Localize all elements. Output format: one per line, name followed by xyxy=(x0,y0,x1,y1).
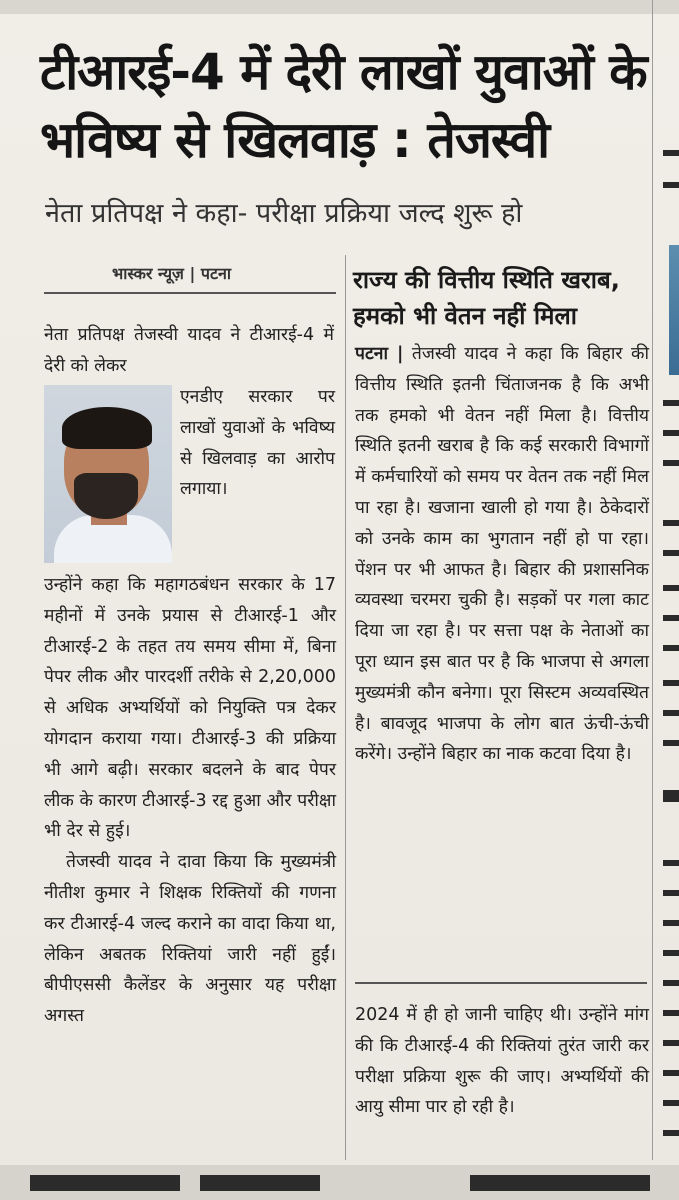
cropped-next-article xyxy=(0,1165,679,1200)
text-fragment xyxy=(663,1100,679,1106)
text-fragment xyxy=(663,400,679,406)
text-fragment xyxy=(663,1010,679,1016)
column-divider xyxy=(345,255,346,1160)
page-edge-divider xyxy=(652,0,653,1160)
text-fragment xyxy=(663,740,679,746)
text-fragment xyxy=(663,920,679,926)
text-fragment xyxy=(663,680,679,686)
text-fragment xyxy=(663,710,679,716)
text-fragment xyxy=(663,585,679,591)
sidebar-dateline: पटना | xyxy=(355,344,404,364)
text-fragment xyxy=(663,460,679,466)
text-fragment xyxy=(663,950,679,956)
text-fragment xyxy=(663,790,679,802)
text-fragment xyxy=(663,645,679,651)
subheadline: नेता प्रतिपक्ष ने कहा- परीक्षा प्रक्रिया जल्द शुरू हो xyxy=(45,198,523,229)
intro-text-a: नेता प्रतिपक्ष तेजस्वी यादव ने टीआरई-4 में देरी को लेकर xyxy=(44,325,334,376)
headline: टीआरई-4 में देरी लाखों युवाओं के भविष्य से खिलवाड़ : तेजस्वी xyxy=(40,43,647,169)
text-fragment xyxy=(663,860,679,866)
body-paragraph-2: तेजस्वी यादव ने दावा किया कि मुख्यमंत्री नीतीश कुमार ने शिक्षक रिक्तियों की गणना कर टीआरई-4 जल्द कराने का वादा किया था, लेकिन अबतक रिक्तियां जारी नहीं हुईं। बीपीएससी कैलेंडर के अनुसार यह परीक्षा अगस्त xyxy=(44,852,336,1027)
text-fragment xyxy=(663,980,679,986)
continuation-text: 2024 में ही हो जानी चाहिए थी। उन्होंने मांग की कि टीआरई-4 की रिक्तियां तुरंत जारी कर परीक्षा प्रक्रिया शुरू की जाए। अभ्यर्थियों की आयु सीमा पार हो रही है। xyxy=(355,1005,649,1118)
byline: भास्कर न्यूज़ | पटना xyxy=(112,264,232,283)
sidebar-text: तेजस्वी यादव ने कहा कि बिहार की वित्तीय स्थिति इतनी चिंताजनक है कि अभी तक हमको भी वेतन नहीं मिला है। वित्तीय स्थिति इतनी खराब है कि कई सरकारी विभागों में कर्मचारियों को समय पर वेतन तक नहीं मिल पा रहा है। खजाना खाली हो गया है। ठेकेदारों को उनके काम का भुगतान नहीं हो पा रहा। पेंशन पर भी आफत है। बिहार की प्रशासनिक व्यवस्था चरमरा चुकी है। सड़कों पर गला काट दिया जा रहा है। पर सत्ता पक्ष के नेताओं का पूरा ध्यान इस बात पर है कि भाजपा से अगला मुख्यमंत्री कौन बनेगा। पूरा सिस्टम अव्यवस्थित है। बावजूद भाजपा के लोग बात ऊंची-ऊंची करेंगे। उन्होंने बिहार का नाक कटवा दिया है। xyxy=(355,344,649,765)
sidebar-divider xyxy=(355,982,647,984)
photo-hair xyxy=(62,407,152,449)
cropped-previous-article xyxy=(0,0,679,14)
text-fragment xyxy=(663,550,679,556)
photo-beard xyxy=(74,473,138,519)
cropped-text-fragment xyxy=(200,1175,320,1191)
intro-text-b: एनडीए सरकार पर लाखों युवाओं के भविष्य से खिलवाड़ का आरोप लगाया। xyxy=(180,387,335,500)
text-fragment xyxy=(663,150,679,156)
byline-divider xyxy=(44,292,336,294)
sidebar-body xyxy=(355,339,649,770)
intro-text-first-lines xyxy=(44,320,334,382)
intro-text-wrapped xyxy=(180,382,335,505)
body-paragraph-1: उन्होंने कहा कि महागठबंधन सरकार के 17 महीनों में उनके प्रयास से टीआरई-1 और टीआरई-2 के तहत तय समय सीमा में, बिना पेपर लीक और पारदर्शी तरीके से 2,20,000 से अधिक अभ्यर्थियों को नियुक्ति पत्र देकर योगदान कराया गया। टीआरई-3 की प्रक्रिया भी आगे बढ़ी। सरकार बदलने के बाद पेपर लीक के कारण टीआरई-3 रद्द हुआ और परीक्षा भी देर से हुई। xyxy=(44,575,336,842)
adjacent-photo-fragment xyxy=(669,245,679,375)
cropped-text-fragment xyxy=(470,1175,650,1191)
text-fragment xyxy=(663,1130,679,1136)
article-body-column-1 xyxy=(44,570,336,1032)
article-continuation xyxy=(355,1000,649,1123)
sidebar-headline: राज्य की वित्तीय स्थिति खराब, हमको भी वेतन नहीं मिला xyxy=(353,266,620,330)
portrait-photo xyxy=(44,385,172,563)
text-fragment xyxy=(663,890,679,896)
adjacent-article-cropped xyxy=(655,0,679,1200)
text-fragment xyxy=(663,1040,679,1046)
cropped-text-fragment xyxy=(30,1175,180,1191)
text-fragment xyxy=(663,615,679,621)
text-fragment xyxy=(663,182,679,188)
text-fragment xyxy=(663,1070,679,1076)
text-fragment xyxy=(663,430,679,436)
text-fragment xyxy=(663,520,679,526)
